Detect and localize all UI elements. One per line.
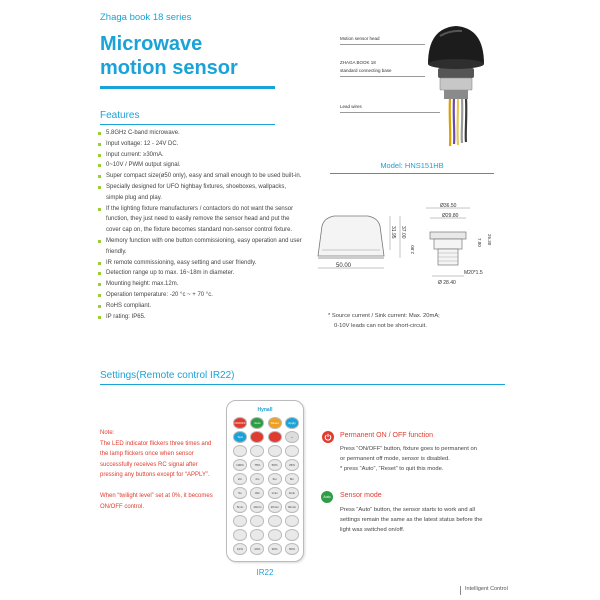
- title-underline: [100, 86, 275, 89]
- remote-button[interactable]: 2m: [233, 473, 247, 485]
- remote-button[interactable]: 100%: [233, 459, 247, 471]
- settings-note: [100, 428, 218, 512]
- remote-button[interactable]: Test: [233, 431, 247, 443]
- product-photo: [420, 18, 492, 148]
- setting-text-onoff-2: or permanent off mode, sensor is disabled.: [340, 456, 450, 463]
- features-heading: Features: [100, 110, 140, 121]
- setting-text-sensor-3: light was switched on/off.: [340, 527, 405, 534]
- settings-rule: [100, 384, 505, 385]
- remote-button[interactable]: [268, 431, 282, 443]
- feature-item: IP rating: IP65.: [98, 312, 303, 323]
- feature-item: If the lighting fixture manufacturers / contactors do not want the sensor function, they just need to easily remove the sensor head and put the cover cap on, the fixture becomes standard non-sensor control fixture.: [98, 204, 303, 236]
- feature-item: RoHS compliant.: [98, 301, 303, 312]
- setting-text-onoff-3: * press “Auto”, “Reset” to quit this mode.: [340, 466, 444, 473]
- footer-label: Intelligent Control: [465, 586, 508, 592]
- remote-button[interactable]: 1min: [268, 487, 282, 499]
- remote-button[interactable]: [268, 529, 282, 541]
- features-rule: [100, 124, 275, 125]
- remote-button[interactable]: [268, 445, 282, 457]
- remote-button[interactable]: 20%: [250, 543, 264, 555]
- remote-button[interactable]: Reset: [268, 417, 282, 429]
- remote-button[interactable]: 5s: [233, 487, 247, 499]
- remote-button-row: [233, 515, 299, 527]
- remote-button-row: [233, 431, 299, 443]
- remote-button[interactable]: Auto: [250, 417, 264, 429]
- label-zhaga-book: ZHAGA BOOK 18: [340, 60, 376, 65]
- current-note-line-2: 0-10V leads can not be short-circuit.: [334, 323, 427, 329]
- feature-item: Input current: ≥30mA.: [98, 150, 303, 161]
- remote-button[interactable]: 20min: [268, 501, 282, 513]
- setting-title-sensor: Sensor mode: [340, 492, 382, 499]
- current-note: [328, 311, 508, 331]
- remote-button[interactable]: [285, 515, 299, 527]
- remote-caption: IR22: [256, 568, 274, 577]
- feature-item: Input voltage: 12 - 24V DC.: [98, 139, 303, 150]
- feature-item: Detection range up to max. 16~18m in diameter.: [98, 268, 303, 279]
- dim-thickness: 2.80: [410, 245, 415, 254]
- leader-line-head: [340, 44, 425, 45]
- title-line-1: Microwave: [100, 33, 203, 55]
- feature-item: Mounting height: max.12m.: [98, 279, 303, 290]
- feature-item: Specially designed for UFO highbay fixtures, shoeboxes, wallpacks, simple plug and play.: [98, 182, 303, 204]
- remote-button[interactable]: 30s: [250, 487, 264, 499]
- dim-height-3: 7.80: [477, 238, 482, 247]
- features-list: [98, 128, 303, 322]
- remote-button-row: [233, 417, 299, 429]
- auto-icon: Auto: [321, 491, 333, 503]
- setting-text-sensor-2: settings remain the same as the latest status before the: [340, 517, 483, 524]
- remote-button-row: [233, 529, 299, 541]
- series-label: Zhaga book 18 series: [100, 12, 192, 23]
- feature-item: Super compact size(ø50 only), easy and small enough to be used built-in.: [98, 171, 303, 182]
- remote-button[interactable]: Apply: [285, 417, 299, 429]
- note-title: Note:: [100, 430, 115, 436]
- feature-item: 5.8GHz C-band microwave.: [98, 128, 303, 139]
- remote-button[interactable]: [233, 445, 247, 457]
- setting-text-sensor-1: Press “Auto” button, the sensor starts to work and all: [340, 507, 476, 513]
- remote-button[interactable]: 30min: [285, 501, 299, 513]
- remote-button[interactable]: [285, 529, 299, 541]
- remote-button-row: [233, 487, 299, 499]
- setting-title-onoff: Permanent ON / OFF function: [340, 432, 433, 439]
- note-flicker: The LED indicator flickers three times and the lamp flickers once when sensor successfully receives RC signal after pressing any buttons except for “APPLY”.: [100, 440, 212, 479]
- base-section-drawing: [410, 198, 500, 294]
- remote-button[interactable]: 5min: [233, 501, 247, 513]
- remote-button[interactable]: 10min: [250, 501, 264, 513]
- current-note-line-1: * Source current / Sink current: Max. 20mA;: [328, 313, 440, 319]
- remote-button[interactable]: 8m: [285, 473, 299, 485]
- feature-item: Operation temperature: -20 °c ~ + 70 °c.: [98, 290, 303, 301]
- footer-separator: [460, 586, 461, 595]
- dim-height-1: 31.95: [390, 226, 396, 239]
- dim-diameter-1: Ø36.50: [440, 203, 457, 209]
- side-view-drawing: [312, 210, 407, 282]
- remote-button[interactable]: 6m: [268, 473, 282, 485]
- remote-button[interactable]: [285, 445, 299, 457]
- remote-button[interactable]: ON/OFF: [233, 417, 247, 429]
- setting-text-onoff-1: Press “ON/OFF” button, fixture goes to permanent on: [340, 446, 477, 452]
- model-underline: [330, 173, 494, 174]
- dim-thread: M20*1.5: [464, 270, 483, 276]
- page-title: [100, 32, 238, 80]
- dim-height-4: 26.30: [487, 234, 492, 246]
- remote-button[interactable]: [250, 445, 264, 457]
- dim-height-2: 37.00: [400, 226, 406, 239]
- remote-button[interactable]: [250, 515, 264, 527]
- remote-button-row: [233, 473, 299, 485]
- remote-button-row: [233, 445, 299, 457]
- title-line-2: motion sensor: [100, 57, 238, 79]
- remote-button[interactable]: 75%: [250, 459, 264, 471]
- setting-text-sensor: [340, 505, 510, 536]
- remote-button-row: [233, 501, 299, 513]
- remote-button[interactable]: [250, 431, 264, 443]
- remote-button[interactable]: +: [285, 431, 299, 443]
- remote-button[interactable]: [250, 529, 264, 541]
- model-label: Model: HNS151HB: [380, 161, 444, 170]
- note-twilight: When “twilight level” set at 0%, it becomes ON/OFF control.: [100, 492, 213, 510]
- remote-button[interactable]: [233, 515, 247, 527]
- remote-button[interactable]: 50%: [268, 459, 282, 471]
- setting-text-onoff: [340, 444, 510, 475]
- remote-button[interactable]: 10%: [233, 543, 247, 555]
- feature-item: Memory function with one button commissioning, easy operation and user friendly.: [98, 236, 303, 258]
- power-icon: [322, 431, 334, 443]
- label-sensor-head: Motion sensor head: [340, 36, 380, 41]
- leader-line-base: [340, 76, 425, 77]
- label-lead-wires: Lead wires: [340, 104, 362, 109]
- label-connecting-base: standard connecting base: [340, 68, 392, 73]
- remote-button[interactable]: 50%: [285, 543, 299, 555]
- remote-button[interactable]: [233, 529, 247, 541]
- remote-button-grid: [233, 417, 299, 557]
- feature-item: IR remote commissioning, easy setting and user friendly.: [98, 258, 303, 269]
- remote-button-row: [233, 459, 299, 471]
- remote-button[interactable]: 3min: [285, 487, 299, 499]
- settings-heading: Settings(Remote control IR22): [100, 370, 235, 381]
- remote-button[interactable]: 25%: [285, 459, 299, 471]
- remote-button-row: [233, 543, 299, 555]
- dim-width: 50.00: [336, 263, 352, 269]
- feature-item: 0~10V / PWM output signal.: [98, 160, 303, 171]
- remote-button[interactable]: 30%: [268, 543, 282, 555]
- remote-brand: Hynall: [257, 407, 273, 413]
- dim-diameter-2: Ø29.80: [442, 213, 459, 219]
- remote-button[interactable]: 4m: [250, 473, 264, 485]
- dim-diameter-3: Ø 28.40: [438, 280, 456, 286]
- remote-button[interactable]: [268, 515, 282, 527]
- remote-control: [226, 400, 304, 562]
